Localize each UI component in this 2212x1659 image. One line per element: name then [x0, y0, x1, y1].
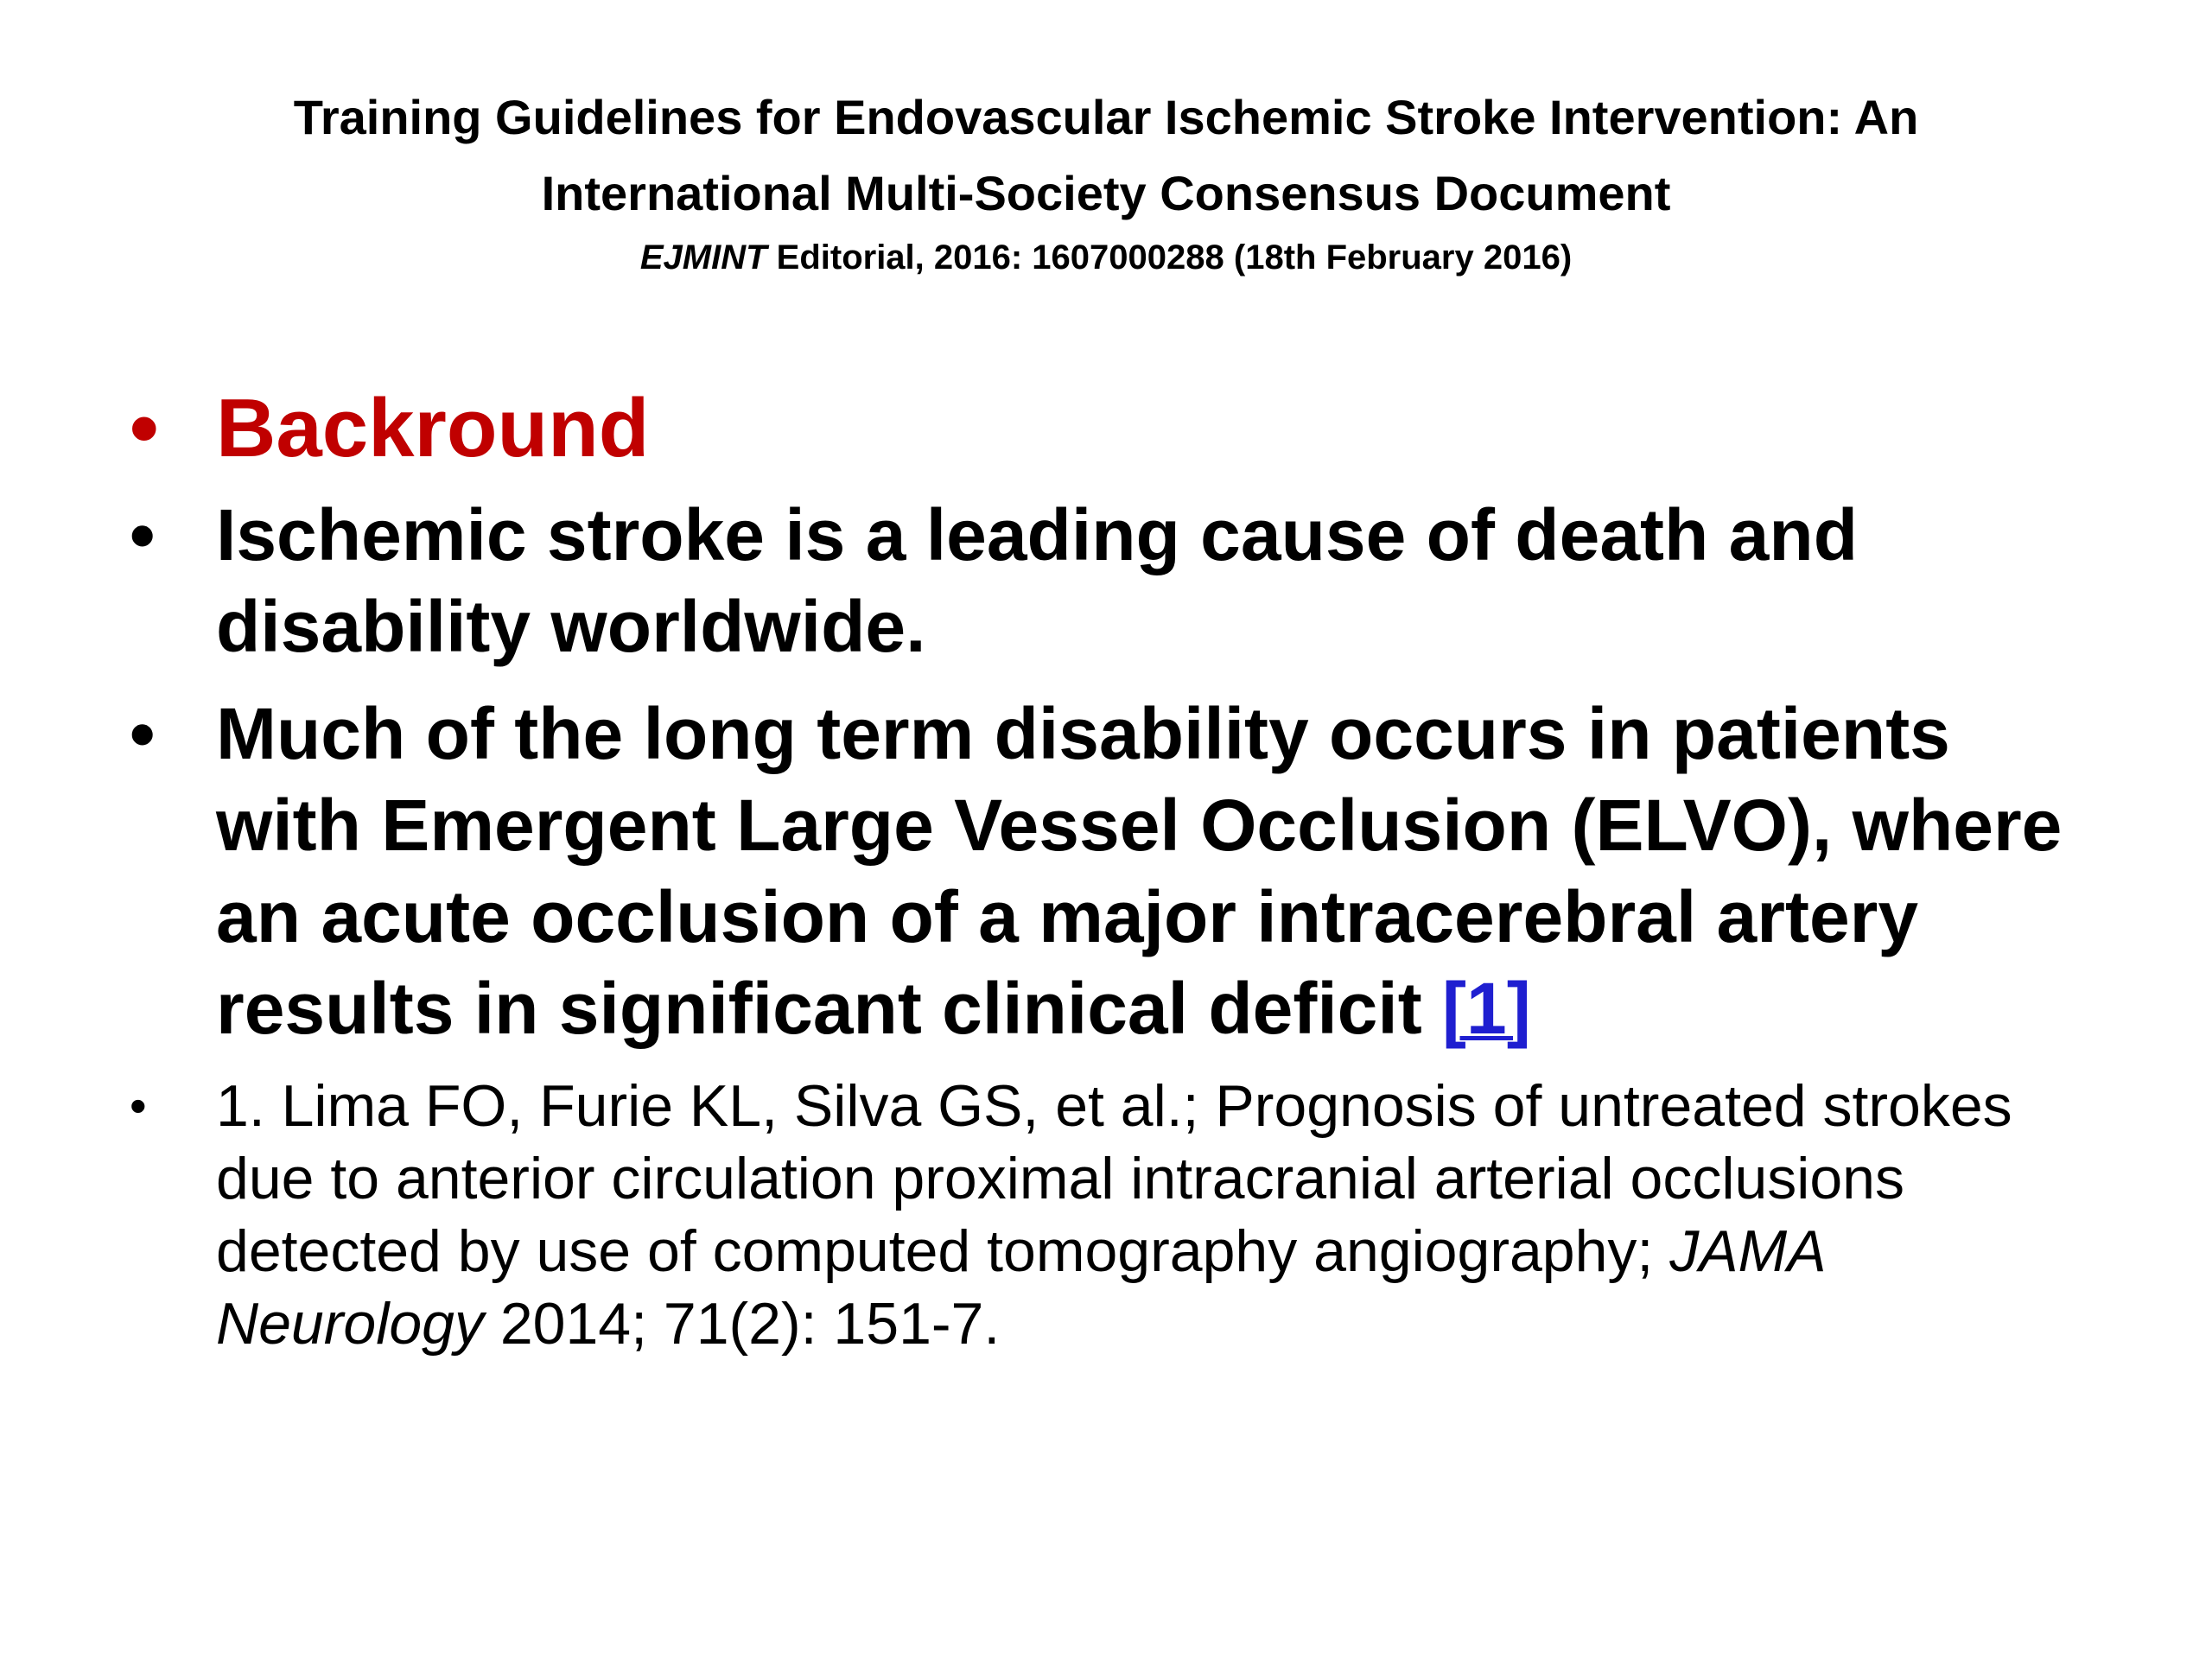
reference-tail: 2014; 71(2): 151-7. — [483, 1291, 1001, 1357]
bullet-point-1 — [0, 489, 2212, 672]
citation-journal: EJMINT — [639, 238, 767, 276]
slide-header — [0, 79, 2212, 283]
bullet-point-2 — [0, 688, 2212, 1054]
heading-text: Backround — [216, 382, 650, 474]
citation-details: Editorial, 2016: 1607000288 (18th February 2016) — [766, 238, 1573, 276]
title-line-1: Training Guidelines for Endovascular Ischemic Stroke Intervention: An — [293, 90, 1919, 144]
title-line-2: International Multi-Society Consensus Document — [541, 166, 1671, 220]
bullet-list — [0, 380, 2212, 1360]
point-1-text: Ischemic stroke is a leading cause of death and disability worldwide. — [216, 494, 1859, 667]
bullet-dot: • — [130, 693, 156, 774]
point-2-text: Much of the long term disability occurs in patients with Emergent Large Vessel Occlusion (ELVO), where an acute occlusion of a major intracerebral artery results in significant clinical deficit — [216, 693, 2063, 1049]
reference-journal: JAMA Neurology — [216, 1218, 1825, 1357]
bullet-dot: • — [130, 382, 159, 474]
bullet-dot: • — [130, 494, 156, 575]
bullet-dot: • — [130, 1078, 147, 1133]
bullet-reference — [0, 1070, 2212, 1360]
bullet-heading — [0, 380, 2212, 477]
reference-link-1[interactable]: [1] — [1442, 968, 1531, 1049]
reference-text: 1. Lima FO, Furie KL, Silva GS, et al.; Prognosis of untreated strokes due to anterior circulation proximal intracranial arterial occlusions detected by use of computed tomography angiography; — [216, 1073, 2012, 1284]
source-citation — [0, 232, 2212, 283]
